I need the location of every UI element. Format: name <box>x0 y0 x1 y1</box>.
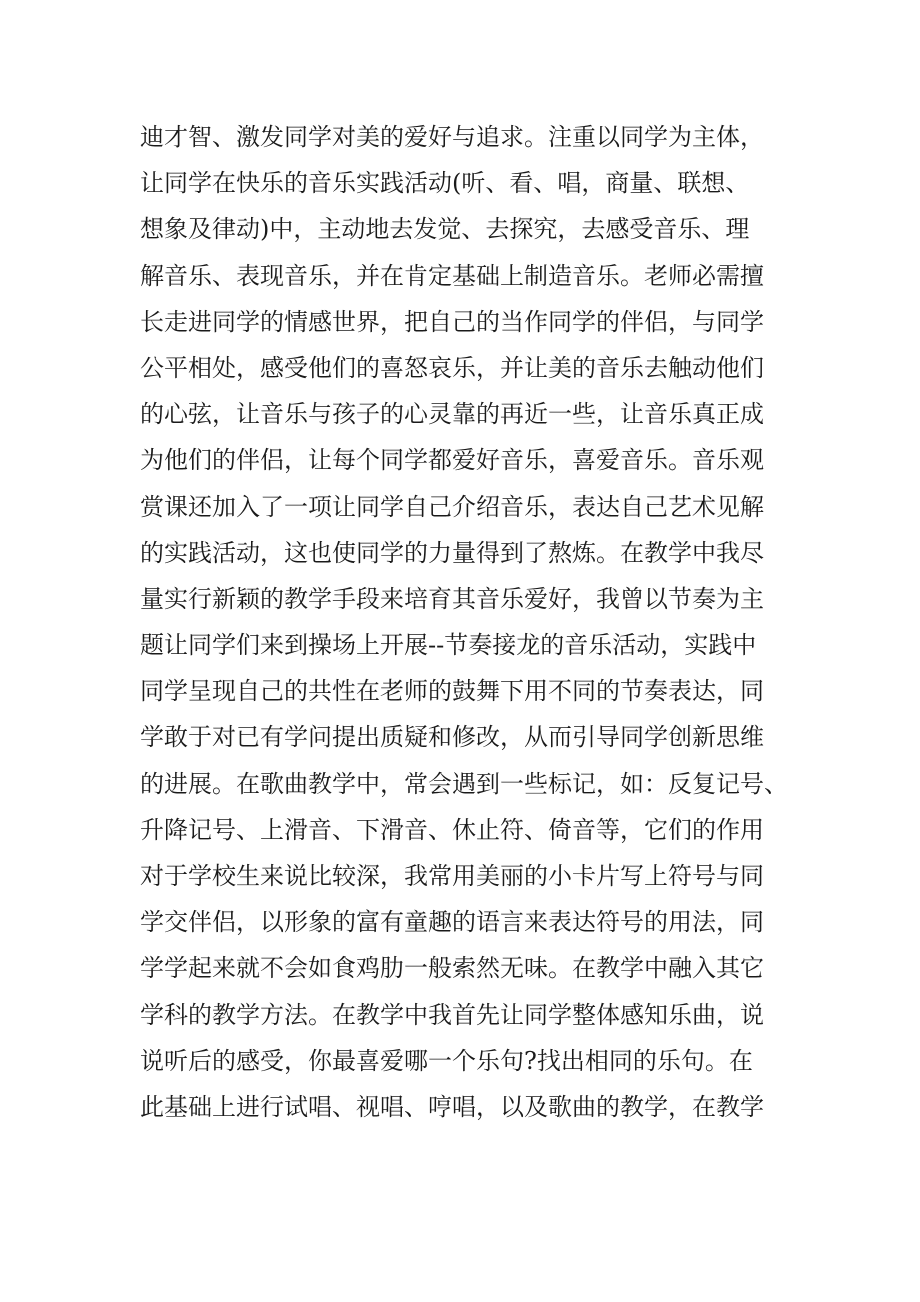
text-line-14: 学敢于对已有学问提出质疑和修改，从而引导同学创新思维 <box>140 723 764 752</box>
text-line-17: 对于学校生来说比较深，我常用美丽的小卡片写上符号与同 <box>140 862 764 890</box>
text-line-3: 想象及律动)中，主动地去发觉、去探究，去感受音乐、理 <box>140 215 750 244</box>
text-line-10: 的实践活动，这也使同学的力量得到了熬炼。在教学中我尽 <box>140 538 764 567</box>
text-line-7: 的心弦，让音乐与孩子的心灵靠的再近一些，让音乐真正成 <box>140 400 764 429</box>
text-line-5: 长走进同学的情感世界，把自己的当作同学的伴侣，与同学 <box>140 307 764 336</box>
text-line-4: 解音乐、表现音乐，并在肯定基础上制造音乐。老师必需擅 <box>140 261 764 290</box>
text-line-8: 为他们的伴侣，让每个同学都爱好音乐，喜爱音乐。音乐观 <box>140 446 764 475</box>
text-line-21: 说听后的感受，你最喜爱哪一个乐句?找出相同的乐句。在 <box>140 1046 753 1075</box>
text-line-11: 量实行新颖的教学手段来培育其音乐爱好，我曾以节奏为主 <box>140 584 764 613</box>
text-line-1: 迪才智、激发同学对美的爱好与追求。注重以同学为主体， <box>140 123 764 151</box>
text-line-13: 同学呈现自己的共性在老师的鼓舞下用不同的节奏表达，同 <box>140 677 764 706</box>
text-line-2: 让同学在快乐的音乐实践活动(听、看、唱，商量、联想、 <box>140 169 750 198</box>
text-line-6: 公平相处，感受他们的喜怒哀乐，并让美的音乐去触动他们 <box>140 353 764 382</box>
text-line-15: 的进展。在歌曲教学中，常会遇到一些标记，如：反复记号、 <box>140 769 788 798</box>
text-line-16: 升降记号、上滑音、下滑音、休止符、倚音等，它们的作用 <box>140 815 764 844</box>
text-line-19: 学学起来就不会如食鸡肋一般索然无味。在教学中融入其它 <box>140 954 764 983</box>
text-line-22: 此基础上进行试唱、视唱、哼唱，以及歌曲的教学，在教学 <box>140 1092 764 1121</box>
text-line-9: 赏课还加入了一项让同学自己介绍音乐，表达自己艺术见解 <box>140 492 764 521</box>
text-line-20: 学科的教学方法。在教学中我首先让同学整体感知乐曲，说 <box>140 1000 764 1029</box>
text-line-12: 题让同学们来到操场上开展--节奏接龙的音乐活动，实践中 <box>140 631 757 660</box>
text-line-18: 学交伴侣，以形象的富有童趣的语言来表达符号的用法，同 <box>140 908 764 937</box>
body-text <box>140 114 820 1130</box>
